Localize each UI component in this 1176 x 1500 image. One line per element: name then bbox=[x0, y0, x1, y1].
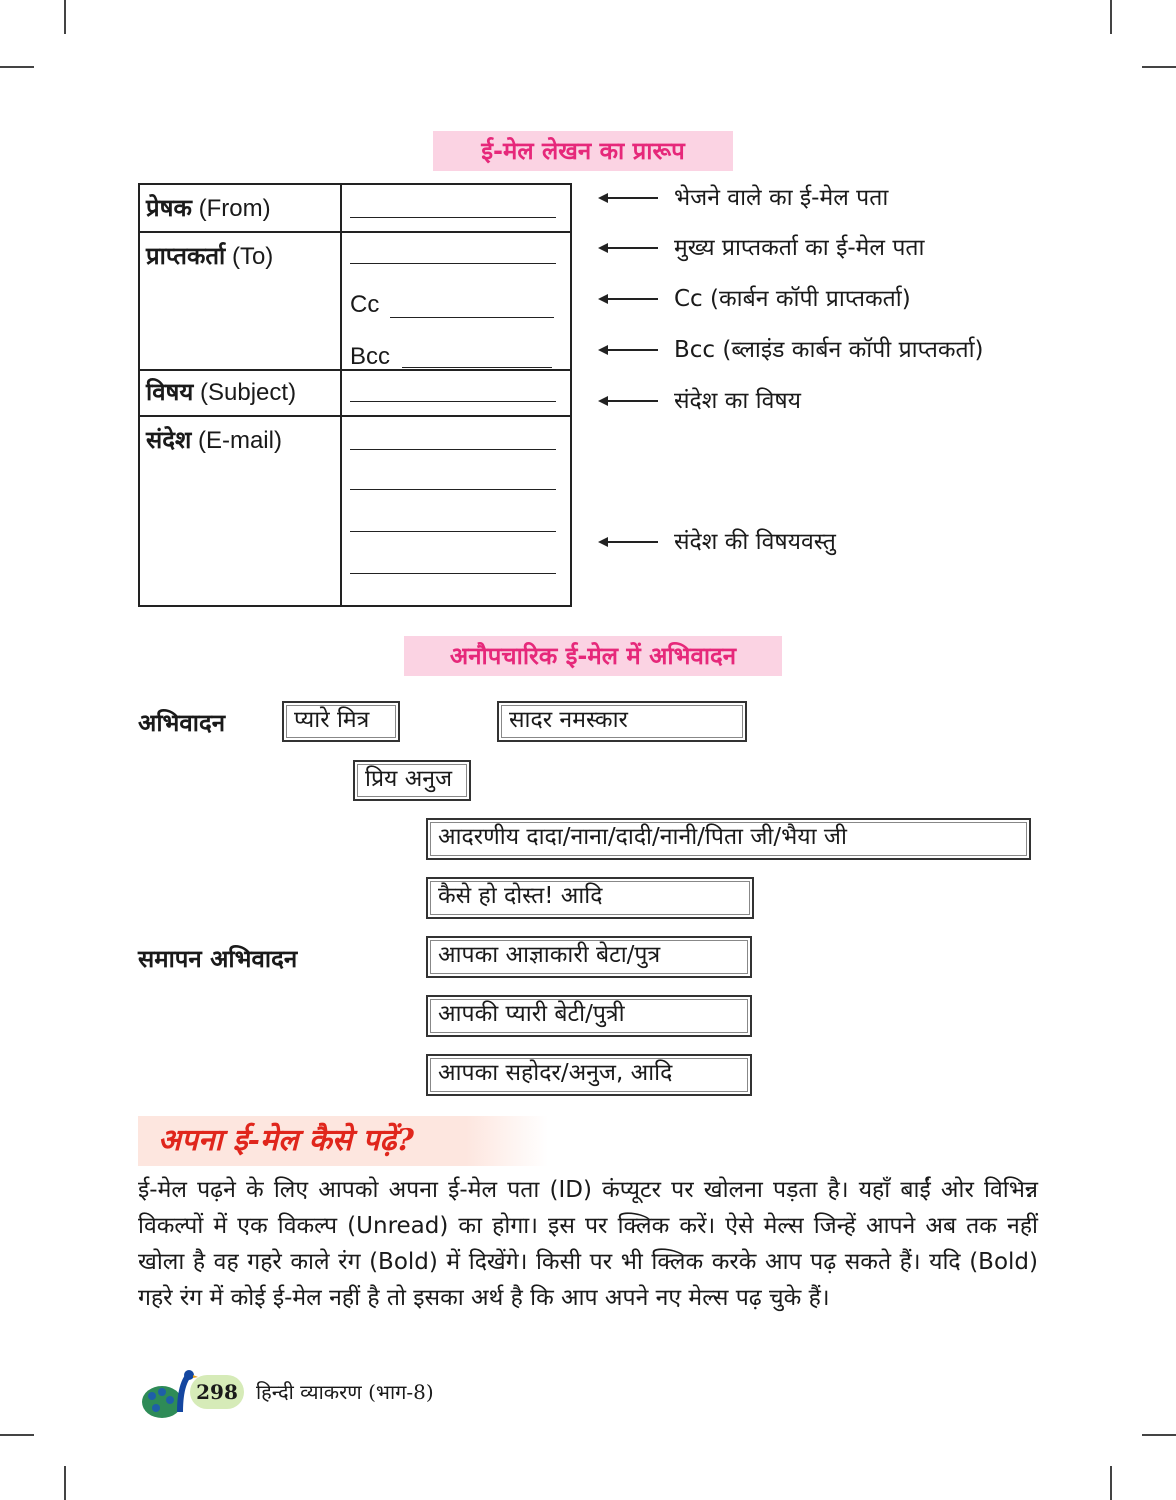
to-blank-line bbox=[350, 263, 556, 264]
page-number: 298 bbox=[190, 1375, 244, 1409]
crop-mark bbox=[64, 1466, 66, 1500]
to-label-bold: प्राप्तकर्ता bbox=[146, 243, 226, 270]
crop-mark bbox=[1142, 66, 1176, 68]
message-blank-line bbox=[350, 531, 556, 532]
to-label-cell bbox=[139, 232, 341, 370]
annotation-bcc-text: Bcc (ब्लाइंड कार्बन कॉपी प्राप्तकर्ता) bbox=[674, 337, 984, 363]
annotation-message-text: संदेश की विषयवस्तु bbox=[674, 529, 836, 555]
crop-mark bbox=[1110, 0, 1112, 34]
from-label-bold: प्रेषक bbox=[146, 195, 192, 222]
from-blank-line bbox=[350, 217, 556, 218]
greeting-box: आदरणीय दादा/नाना/दादी/नानी/पिता जी/भैया जी bbox=[426, 818, 1031, 860]
from-label: (From) bbox=[191, 195, 271, 222]
bcc-blank-line bbox=[402, 367, 552, 368]
greeting-heading: अनौपचारिक ई-मेल में अभिवादन bbox=[404, 636, 782, 676]
closing-label: समापन अभिवादन bbox=[138, 945, 298, 973]
annotation-from bbox=[598, 184, 888, 212]
greeting-box: प्यारे मित्र bbox=[282, 701, 400, 742]
left-arrow-icon bbox=[598, 243, 658, 253]
closing-box: आपका सहोदर/अनुज, आदि bbox=[426, 1054, 752, 1096]
annotation-bcc bbox=[598, 336, 984, 364]
greeting-box: सादर नमस्कार bbox=[497, 701, 747, 742]
annotation-message bbox=[598, 528, 836, 556]
annotation-cc bbox=[598, 285, 911, 313]
subject-label-bold: विषय bbox=[146, 379, 194, 406]
left-arrow-icon bbox=[598, 294, 658, 304]
left-arrow-icon bbox=[598, 345, 658, 355]
annotation-subject-text: संदेश का विषय bbox=[674, 388, 802, 414]
message-field-cell bbox=[341, 416, 571, 606]
bcc-label: Bcc bbox=[350, 343, 391, 370]
message-blank-line bbox=[350, 489, 556, 490]
subject-field-cell bbox=[341, 370, 571, 416]
crop-mark bbox=[64, 0, 66, 34]
email-format-table bbox=[138, 183, 572, 607]
section-title: अपना ई-मेल कैसे पढ़ें? bbox=[158, 1123, 415, 1158]
message-label-bold: संदेश bbox=[146, 427, 192, 454]
from-field-cell bbox=[341, 184, 571, 232]
closing-box: आपका आज्ञाकारी बेटा/पुत्र bbox=[426, 936, 752, 978]
crop-mark bbox=[1142, 1434, 1176, 1436]
left-arrow-icon bbox=[598, 396, 658, 406]
crop-mark bbox=[0, 66, 34, 68]
message-blank-line bbox=[350, 573, 556, 574]
annotation-to bbox=[598, 234, 924, 262]
crop-mark bbox=[1110, 1466, 1112, 1500]
annotation-subject bbox=[598, 387, 801, 415]
annotation-from-text: भेजने वाले का ई-मेल पता bbox=[674, 185, 889, 211]
from-label-cell bbox=[139, 184, 341, 232]
cc-label: Cc bbox=[350, 291, 380, 318]
annotation-to-text: मुख्य प्राप्तकर्ता का ई-मेल पता bbox=[674, 235, 925, 261]
closing-box: आपकी प्यारी बेटी/पुत्री bbox=[426, 995, 752, 1037]
greeting-box: कैसे हो दोस्त! आदि bbox=[426, 877, 754, 919]
email-format-heading: ई-मेल लेखन का प्रारूप bbox=[433, 131, 733, 171]
cc-blank-line bbox=[390, 317, 554, 318]
subject-label-cell bbox=[139, 370, 341, 416]
greeting-box: प्रिय अनुज bbox=[353, 760, 471, 801]
to-field-cell bbox=[341, 232, 571, 370]
message-label: (E-mail) bbox=[191, 427, 282, 454]
crop-mark bbox=[0, 1434, 34, 1436]
book-title: हिन्दी व्याकरण (भाग-8) bbox=[256, 1380, 434, 1404]
subject-blank-line bbox=[350, 401, 556, 402]
message-label-cell bbox=[139, 416, 341, 606]
greeting-label: अभिवादन bbox=[138, 709, 226, 737]
left-arrow-icon bbox=[598, 537, 658, 547]
to-label: (To) bbox=[225, 243, 274, 270]
left-arrow-icon bbox=[598, 193, 658, 203]
message-blank-line bbox=[350, 449, 556, 450]
annotation-cc-text: Cc (कार्बन कॉपी प्राप्तकर्ता) bbox=[674, 286, 911, 312]
subject-label: (Subject) bbox=[193, 379, 297, 406]
body-paragraph: ई-मेल पढ़ने के लिए आपको अपना ई-मेल पता (ID) कंप्यूटर पर खोलना पड़ता है। यहाँ बाईं ओर विभिन्न विकल्पों में एक विकल्प (Unread) का होगा। इस पर क्लिक करें। ऐसे मेल्स जिन्हें आपने अब तक नहीं खोला है वह गहरे काले रंग (Bold) में दिखेंगे। किसी पर भी क्लिक करके आप पढ़ सकते हैं। यदि (Bold) गहरे रंग में कोई ई-मेल नहीं है तो इसका अर्थ है कि आप अपने नए मेल्स पढ़ चुके हैं। bbox=[138, 1177, 1038, 1311]
